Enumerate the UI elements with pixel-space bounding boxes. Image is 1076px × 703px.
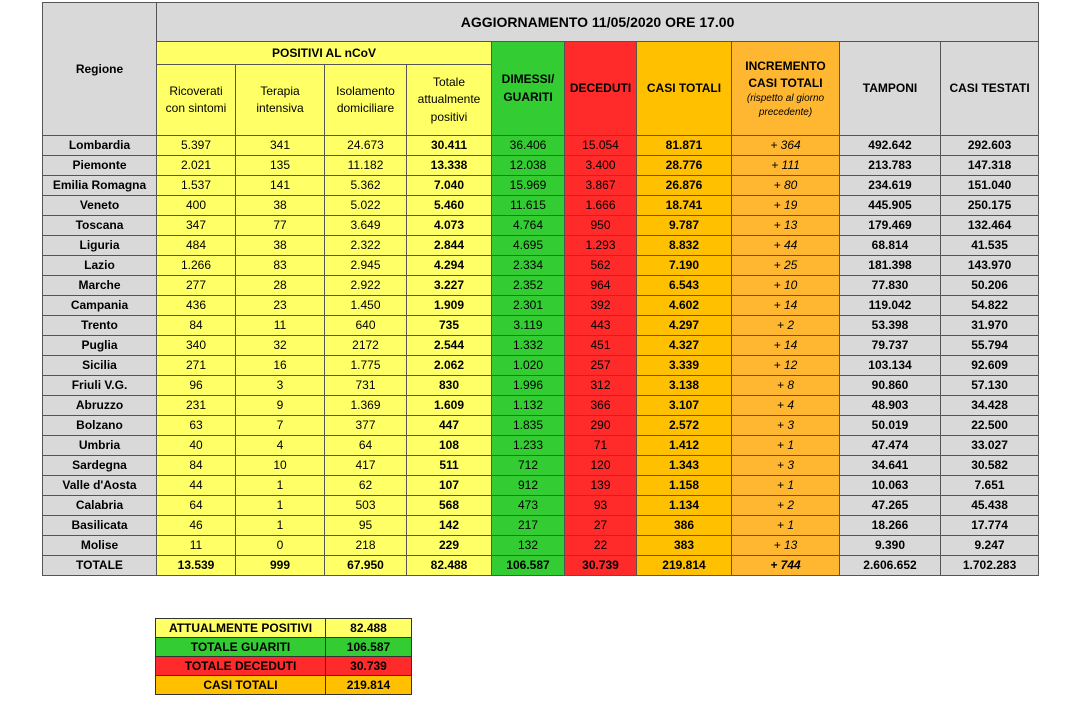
cell-ricoverati: 347 bbox=[157, 216, 236, 236]
table-row bbox=[43, 316, 1039, 336]
cell-testati: 57.130 bbox=[941, 376, 1039, 396]
cell-terapia: 141 bbox=[236, 176, 325, 196]
cell-ricoverati: 340 bbox=[157, 336, 236, 356]
header-incremento: INCREMENTO CASI TOTALI (rispetto al giorno precedente) bbox=[732, 42, 840, 136]
cell-dimessi: 4.695 bbox=[492, 236, 565, 256]
cell-tamponi: 10.063 bbox=[840, 476, 941, 496]
cell-regione: Veneto bbox=[43, 196, 157, 216]
cell-isolamento: 1.775 bbox=[325, 356, 407, 376]
cell-incremento: + 364 bbox=[732, 136, 840, 156]
cell-regione: Molise bbox=[43, 536, 157, 556]
cell-testati: 30.582 bbox=[941, 456, 1039, 476]
header-regione: Regione bbox=[43, 3, 157, 136]
cell-regione: Lazio bbox=[43, 256, 157, 276]
cell-testati: 54.822 bbox=[941, 296, 1039, 316]
cell-casi: 2.572 bbox=[637, 416, 732, 436]
cell-terapia: 9 bbox=[236, 396, 325, 416]
table-body bbox=[43, 136, 1039, 576]
cell-ricoverati: 64 bbox=[157, 496, 236, 516]
cell-incremento: + 19 bbox=[732, 196, 840, 216]
cell-deceduti: 451 bbox=[565, 336, 637, 356]
cell-dimessi: 3.119 bbox=[492, 316, 565, 336]
table-row bbox=[43, 516, 1039, 536]
cell-totale: 2.062 bbox=[407, 356, 492, 376]
header-casi-testati: CASI TESTATI bbox=[941, 42, 1039, 136]
cell-ricoverati: 63 bbox=[157, 416, 236, 436]
cell-ricoverati: 84 bbox=[157, 316, 236, 336]
cell-incremento: + 25 bbox=[732, 256, 840, 276]
cell-dimessi: 473 bbox=[492, 496, 565, 516]
cell-isolamento: 95 bbox=[325, 516, 407, 536]
summary-label: TOTALE GUARITI bbox=[156, 638, 326, 657]
table-row bbox=[43, 176, 1039, 196]
cell-casi: 386 bbox=[637, 516, 732, 536]
cell-casi: 4.602 bbox=[637, 296, 732, 316]
header-dimessi: DIMESSI/ GUARITI bbox=[492, 42, 565, 136]
cell-totale: 5.460 bbox=[407, 196, 492, 216]
cell-deceduti: 392 bbox=[565, 296, 637, 316]
cell-deceduti: 22 bbox=[565, 536, 637, 556]
cell-deceduti: 964 bbox=[565, 276, 637, 296]
cell-tamponi: 445.905 bbox=[840, 196, 941, 216]
cell-testati: 55.794 bbox=[941, 336, 1039, 356]
summary-value: 106.587 bbox=[326, 638, 412, 657]
cell-isolamento: 503 bbox=[325, 496, 407, 516]
cell-tamponi: 179.469 bbox=[840, 216, 941, 236]
table-row bbox=[43, 276, 1039, 296]
cell-isolamento: 2.922 bbox=[325, 276, 407, 296]
cell-ricoverati: 40 bbox=[157, 436, 236, 456]
cell-testati: 33.027 bbox=[941, 436, 1039, 456]
table-row bbox=[43, 416, 1039, 436]
cell-deceduti: 15.054 bbox=[565, 136, 637, 156]
cell-totale: 142 bbox=[407, 516, 492, 536]
cell-incremento: + 14 bbox=[732, 336, 840, 356]
cell-incremento: + 44 bbox=[732, 236, 840, 256]
cell-tamponi: 119.042 bbox=[840, 296, 941, 316]
cell-dimessi: 36.406 bbox=[492, 136, 565, 156]
cell-tamponi: 79.737 bbox=[840, 336, 941, 356]
cell-testati: 147.318 bbox=[941, 156, 1039, 176]
cell-isolamento: 377 bbox=[325, 416, 407, 436]
cell-testati: 31.970 bbox=[941, 316, 1039, 336]
cell-isolamento: 11.182 bbox=[325, 156, 407, 176]
cell-casi: 219.814 bbox=[637, 556, 732, 576]
cell-isolamento: 2.945 bbox=[325, 256, 407, 276]
cell-testati: 34.428 bbox=[941, 396, 1039, 416]
cell-totale: 735 bbox=[407, 316, 492, 336]
header-isolamento: Isolamento domiciliare bbox=[325, 65, 407, 136]
cell-terapia: 1 bbox=[236, 516, 325, 536]
summary-row bbox=[156, 619, 412, 638]
cell-casi: 26.876 bbox=[637, 176, 732, 196]
cell-dimessi: 1.996 bbox=[492, 376, 565, 396]
cell-ricoverati: 277 bbox=[157, 276, 236, 296]
cell-casi: 1.158 bbox=[637, 476, 732, 496]
cell-regione: Basilicata bbox=[43, 516, 157, 536]
cell-dimessi: 912 bbox=[492, 476, 565, 496]
cell-regione: Puglia bbox=[43, 336, 157, 356]
cell-isolamento: 62 bbox=[325, 476, 407, 496]
cell-testati: 151.040 bbox=[941, 176, 1039, 196]
summary-table bbox=[155, 618, 412, 695]
cell-incremento: + 2 bbox=[732, 316, 840, 336]
cell-isolamento: 2.322 bbox=[325, 236, 407, 256]
cell-terapia: 7 bbox=[236, 416, 325, 436]
cell-testati: 45.438 bbox=[941, 496, 1039, 516]
cell-deceduti: 30.739 bbox=[565, 556, 637, 576]
table-row bbox=[43, 376, 1039, 396]
cell-deceduti: 1.666 bbox=[565, 196, 637, 216]
summary-value: 219.814 bbox=[326, 676, 412, 695]
cell-dimessi: 1.020 bbox=[492, 356, 565, 376]
table-row bbox=[43, 136, 1039, 156]
cell-ricoverati: 2.021 bbox=[157, 156, 236, 176]
cell-tamponi: 103.134 bbox=[840, 356, 941, 376]
cell-regione: Toscana bbox=[43, 216, 157, 236]
cell-regione: Emilia Romagna bbox=[43, 176, 157, 196]
cell-casi: 1.412 bbox=[637, 436, 732, 456]
cell-incremento: + 13 bbox=[732, 216, 840, 236]
table-row bbox=[43, 476, 1039, 496]
cell-tamponi: 213.783 bbox=[840, 156, 941, 176]
cell-tamponi: 34.641 bbox=[840, 456, 941, 476]
cell-terapia: 28 bbox=[236, 276, 325, 296]
cell-isolamento: 1.369 bbox=[325, 396, 407, 416]
cell-casi: 81.871 bbox=[637, 136, 732, 156]
cell-incremento: + 111 bbox=[732, 156, 840, 176]
cell-isolamento: 64 bbox=[325, 436, 407, 456]
cell-isolamento: 67.950 bbox=[325, 556, 407, 576]
cell-deceduti: 312 bbox=[565, 376, 637, 396]
cell-totale: 1.609 bbox=[407, 396, 492, 416]
cell-isolamento: 3.649 bbox=[325, 216, 407, 236]
cell-deceduti: 443 bbox=[565, 316, 637, 336]
cell-tamponi: 68.814 bbox=[840, 236, 941, 256]
cell-totale: 4.073 bbox=[407, 216, 492, 236]
cell-dimessi: 2.301 bbox=[492, 296, 565, 316]
cell-totale: 2.844 bbox=[407, 236, 492, 256]
cell-regione: Sicilia bbox=[43, 356, 157, 376]
cell-totale: 30.411 bbox=[407, 136, 492, 156]
cell-regione: Trento bbox=[43, 316, 157, 336]
cell-tamponi: 2.606.652 bbox=[840, 556, 941, 576]
cell-terapia: 1 bbox=[236, 476, 325, 496]
cell-totale: 229 bbox=[407, 536, 492, 556]
cell-terapia: 32 bbox=[236, 336, 325, 356]
summary-row bbox=[156, 638, 412, 657]
cell-terapia: 16 bbox=[236, 356, 325, 376]
summary-label: ATTUALMENTE POSITIVI bbox=[156, 619, 326, 638]
cell-testati: 143.970 bbox=[941, 256, 1039, 276]
cell-testati: 22.500 bbox=[941, 416, 1039, 436]
header-deceduti: DECEDUTI bbox=[565, 42, 637, 136]
cell-deceduti: 366 bbox=[565, 396, 637, 416]
cell-terapia: 999 bbox=[236, 556, 325, 576]
cell-ricoverati: 84 bbox=[157, 456, 236, 476]
summary-row bbox=[156, 657, 412, 676]
cell-dimessi: 1.132 bbox=[492, 396, 565, 416]
cell-ricoverati: 436 bbox=[157, 296, 236, 316]
cell-tamponi: 18.266 bbox=[840, 516, 941, 536]
table-row bbox=[43, 196, 1039, 216]
cell-regione: Umbria bbox=[43, 436, 157, 456]
cell-isolamento: 2172 bbox=[325, 336, 407, 356]
cell-terapia: 4 bbox=[236, 436, 325, 456]
cell-tamponi: 9.390 bbox=[840, 536, 941, 556]
cell-testati: 250.175 bbox=[941, 196, 1039, 216]
table-row bbox=[43, 496, 1039, 516]
cell-casi: 1.343 bbox=[637, 456, 732, 476]
cell-casi: 1.134 bbox=[637, 496, 732, 516]
cell-totale: 107 bbox=[407, 476, 492, 496]
header-totale-positivi: Totale attualmente positivi bbox=[407, 65, 492, 136]
summary-value: 82.488 bbox=[326, 619, 412, 638]
cell-isolamento: 1.450 bbox=[325, 296, 407, 316]
cell-dimessi: 1.835 bbox=[492, 416, 565, 436]
summary-label: CASI TOTALI bbox=[156, 676, 326, 695]
cell-casi: 3.107 bbox=[637, 396, 732, 416]
table-row bbox=[43, 216, 1039, 236]
cell-deceduti: 290 bbox=[565, 416, 637, 436]
cell-dimessi: 712 bbox=[492, 456, 565, 476]
cell-deceduti: 71 bbox=[565, 436, 637, 456]
cell-incremento: + 13 bbox=[732, 536, 840, 556]
header-casi-totali: CASI TOTALI bbox=[637, 42, 732, 136]
cell-incremento: + 4 bbox=[732, 396, 840, 416]
cell-regione: Campania bbox=[43, 296, 157, 316]
cell-dimessi: 1.332 bbox=[492, 336, 565, 356]
cell-tamponi: 90.860 bbox=[840, 376, 941, 396]
cell-ricoverati: 46 bbox=[157, 516, 236, 536]
cell-tamponi: 492.642 bbox=[840, 136, 941, 156]
cell-isolamento: 417 bbox=[325, 456, 407, 476]
table-row bbox=[43, 396, 1039, 416]
cell-incremento: + 1 bbox=[732, 436, 840, 456]
cell-dimessi: 1.233 bbox=[492, 436, 565, 456]
cell-ricoverati: 5.397 bbox=[157, 136, 236, 156]
cell-tamponi: 77.830 bbox=[840, 276, 941, 296]
cell-totale: 1.909 bbox=[407, 296, 492, 316]
cell-totale: 2.544 bbox=[407, 336, 492, 356]
cell-terapia: 341 bbox=[236, 136, 325, 156]
cell-casi: 8.832 bbox=[637, 236, 732, 256]
table-row bbox=[43, 156, 1039, 176]
cell-totale: 108 bbox=[407, 436, 492, 456]
cell-totale: 511 bbox=[407, 456, 492, 476]
cell-terapia: 38 bbox=[236, 196, 325, 216]
cell-regione: Lombardia bbox=[43, 136, 157, 156]
cell-testati: 9.247 bbox=[941, 536, 1039, 556]
cell-incremento: + 14 bbox=[732, 296, 840, 316]
cell-regione: Sardegna bbox=[43, 456, 157, 476]
cell-ricoverati: 11 bbox=[157, 536, 236, 556]
cell-totale: 4.294 bbox=[407, 256, 492, 276]
cell-incremento: + 1 bbox=[732, 516, 840, 536]
cell-dimessi: 106.587 bbox=[492, 556, 565, 576]
cell-ricoverati: 1.266 bbox=[157, 256, 236, 276]
cell-incremento: + 8 bbox=[732, 376, 840, 396]
cell-deceduti: 950 bbox=[565, 216, 637, 236]
table-row bbox=[43, 236, 1039, 256]
cell-dimessi: 132 bbox=[492, 536, 565, 556]
cell-terapia: 10 bbox=[236, 456, 325, 476]
cell-terapia: 11 bbox=[236, 316, 325, 336]
cell-testati: 50.206 bbox=[941, 276, 1039, 296]
cell-isolamento: 640 bbox=[325, 316, 407, 336]
cell-tamponi: 181.398 bbox=[840, 256, 941, 276]
cell-incremento: + 744 bbox=[732, 556, 840, 576]
cell-deceduti: 257 bbox=[565, 356, 637, 376]
cell-casi: 28.776 bbox=[637, 156, 732, 176]
cell-regione: Calabria bbox=[43, 496, 157, 516]
cell-deceduti: 1.293 bbox=[565, 236, 637, 256]
cell-regione: Valle d'Aosta bbox=[43, 476, 157, 496]
cell-terapia: 1 bbox=[236, 496, 325, 516]
cell-incremento: + 3 bbox=[732, 456, 840, 476]
cell-ricoverati: 96 bbox=[157, 376, 236, 396]
cell-regione: Abruzzo bbox=[43, 396, 157, 416]
cell-casi: 3.339 bbox=[637, 356, 732, 376]
cell-tamponi: 53.398 bbox=[840, 316, 941, 336]
header-positivi-group: POSITIVI AL nCoV bbox=[157, 42, 492, 65]
cell-incremento: + 10 bbox=[732, 276, 840, 296]
cell-tamponi: 48.903 bbox=[840, 396, 941, 416]
cell-tamponi: 47.265 bbox=[840, 496, 941, 516]
cell-terapia: 135 bbox=[236, 156, 325, 176]
cell-ricoverati: 484 bbox=[157, 236, 236, 256]
cell-dimessi: 12.038 bbox=[492, 156, 565, 176]
table-row-totale bbox=[43, 556, 1039, 576]
cell-casi: 4.327 bbox=[637, 336, 732, 356]
cell-dimessi: 4.764 bbox=[492, 216, 565, 236]
cell-dimessi: 217 bbox=[492, 516, 565, 536]
cell-testati: 132.464 bbox=[941, 216, 1039, 236]
cell-testati: 92.609 bbox=[941, 356, 1039, 376]
cell-dimessi: 11.615 bbox=[492, 196, 565, 216]
cell-isolamento: 24.673 bbox=[325, 136, 407, 156]
table-row bbox=[43, 296, 1039, 316]
cell-deceduti: 139 bbox=[565, 476, 637, 496]
cell-tamponi: 47.474 bbox=[840, 436, 941, 456]
cell-testati: 17.774 bbox=[941, 516, 1039, 536]
cell-dimessi: 2.352 bbox=[492, 276, 565, 296]
cell-tamponi: 50.019 bbox=[840, 416, 941, 436]
cell-terapia: 23 bbox=[236, 296, 325, 316]
summary-value: 30.739 bbox=[326, 657, 412, 676]
cell-ricoverati: 44 bbox=[157, 476, 236, 496]
cell-regione: TOTALE bbox=[43, 556, 157, 576]
cell-isolamento: 731 bbox=[325, 376, 407, 396]
page-title: AGGIORNAMENTO 11/05/2020 ORE 17.00 bbox=[157, 3, 1039, 42]
cell-tamponi: 234.619 bbox=[840, 176, 941, 196]
cell-isolamento: 5.362 bbox=[325, 176, 407, 196]
header-ricoverati: Ricoverati con sintomi bbox=[157, 65, 236, 136]
cell-terapia: 83 bbox=[236, 256, 325, 276]
cell-totale: 13.338 bbox=[407, 156, 492, 176]
table-row bbox=[43, 356, 1039, 376]
cell-ricoverati: 400 bbox=[157, 196, 236, 216]
cell-testati: 292.603 bbox=[941, 136, 1039, 156]
cell-totale: 447 bbox=[407, 416, 492, 436]
cell-incremento: + 1 bbox=[732, 476, 840, 496]
cell-isolamento: 5.022 bbox=[325, 196, 407, 216]
cell-dimessi: 15.969 bbox=[492, 176, 565, 196]
cell-terapia: 77 bbox=[236, 216, 325, 236]
covid-regional-table bbox=[42, 2, 1039, 576]
cell-casi: 18.741 bbox=[637, 196, 732, 216]
cell-casi: 9.787 bbox=[637, 216, 732, 236]
cell-totale: 7.040 bbox=[407, 176, 492, 196]
cell-isolamento: 218 bbox=[325, 536, 407, 556]
cell-testati: 7.651 bbox=[941, 476, 1039, 496]
table-row bbox=[43, 256, 1039, 276]
cell-deceduti: 120 bbox=[565, 456, 637, 476]
cell-deceduti: 3.867 bbox=[565, 176, 637, 196]
cell-casi: 3.138 bbox=[637, 376, 732, 396]
cell-terapia: 3 bbox=[236, 376, 325, 396]
cell-deceduti: 27 bbox=[565, 516, 637, 536]
cell-deceduti: 93 bbox=[565, 496, 637, 516]
cell-ricoverati: 271 bbox=[157, 356, 236, 376]
cell-testati: 41.535 bbox=[941, 236, 1039, 256]
cell-regione: Bolzano bbox=[43, 416, 157, 436]
cell-totale: 82.488 bbox=[407, 556, 492, 576]
table-row bbox=[43, 456, 1039, 476]
cell-regione: Piemonte bbox=[43, 156, 157, 176]
table-row bbox=[43, 336, 1039, 356]
cell-totale: 3.227 bbox=[407, 276, 492, 296]
cell-regione: Liguria bbox=[43, 236, 157, 256]
cell-deceduti: 3.400 bbox=[565, 156, 637, 176]
cell-regione: Friuli V.G. bbox=[43, 376, 157, 396]
cell-incremento: + 3 bbox=[732, 416, 840, 436]
summary-row bbox=[156, 676, 412, 695]
cell-incremento: + 80 bbox=[732, 176, 840, 196]
cell-ricoverati: 231 bbox=[157, 396, 236, 416]
cell-regione: Marche bbox=[43, 276, 157, 296]
header-terapia: Terapia intensiva bbox=[236, 65, 325, 136]
summary-label: TOTALE DECEDUTI bbox=[156, 657, 326, 676]
cell-casi: 383 bbox=[637, 536, 732, 556]
header-tamponi: TAMPONI bbox=[840, 42, 941, 136]
cell-dimessi: 2.334 bbox=[492, 256, 565, 276]
cell-totale: 568 bbox=[407, 496, 492, 516]
table-row bbox=[43, 536, 1039, 556]
cell-incremento: + 12 bbox=[732, 356, 840, 376]
cell-deceduti: 562 bbox=[565, 256, 637, 276]
cell-casi: 7.190 bbox=[637, 256, 732, 276]
table-row bbox=[43, 436, 1039, 456]
cell-incremento: + 2 bbox=[732, 496, 840, 516]
cell-casi: 6.543 bbox=[637, 276, 732, 296]
cell-totale: 830 bbox=[407, 376, 492, 396]
cell-casi: 4.297 bbox=[637, 316, 732, 336]
cell-ricoverati: 13.539 bbox=[157, 556, 236, 576]
cell-testati: 1.702.283 bbox=[941, 556, 1039, 576]
cell-ricoverati: 1.537 bbox=[157, 176, 236, 196]
cell-terapia: 38 bbox=[236, 236, 325, 256]
cell-terapia: 0 bbox=[236, 536, 325, 556]
